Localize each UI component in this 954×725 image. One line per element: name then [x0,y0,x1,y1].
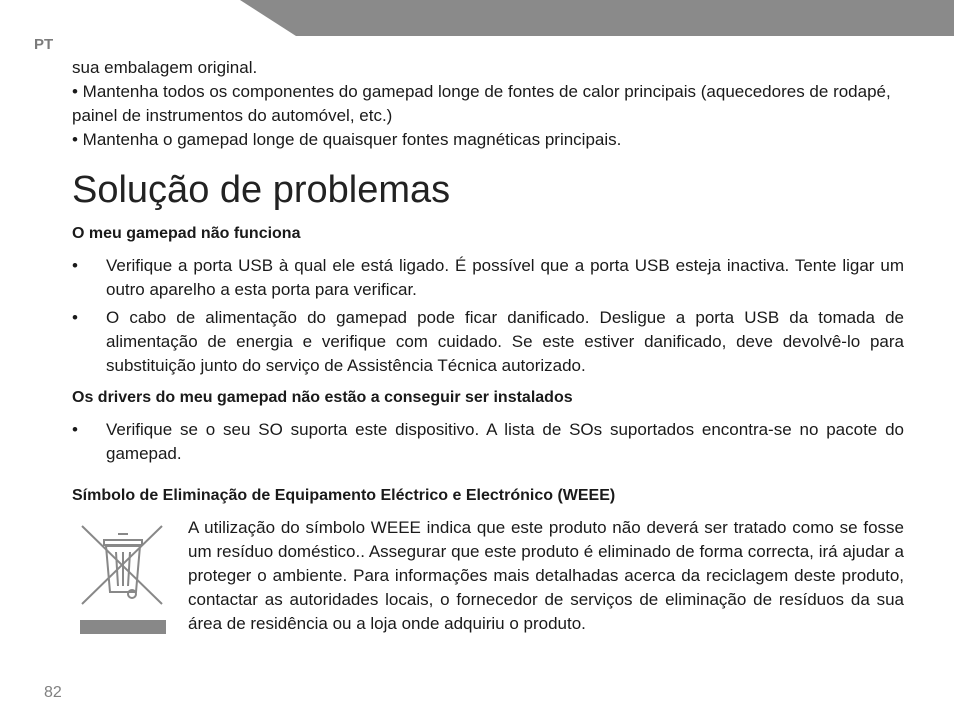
list-item [72,306,904,378]
page-number: 82 [44,684,62,701]
intro-bullet-heat: • Mantenha todos os componentes do gamepad longe de fontes de calor principais (aquecedores de rodapé, painel de instrumentos do automóvel, etc.) [72,82,891,125]
intro-line: sua embalagem original. [72,58,258,77]
crossed-out-wheelie-bin-icon [76,520,170,640]
section-title: Solução de problemas [72,169,451,211]
weee-block [72,516,904,636]
list-item [72,418,904,466]
problem1-heading: O meu gamepad não funciona [72,225,301,242]
weee-text: A utilização do símbolo WEEE indica que este produto não deverá ser tratado como se fosse um resíduo doméstico.. Assegurar que este produto é eliminado de forma correcta, irá ajudar a proteger o ambiente. Para informações mais detalhadas acerca da reciclagem deste produto, contactar as autoridades locais, o fornecedor de serviços de eliminação de resíduos da sua área de residência ou a loja onde adquiriu o produto. [188,518,904,633]
page-content [72,56,904,636]
list-item [72,254,904,302]
problem2-list [72,418,904,466]
list-item-text: Verifique a porta USB à qual ele está ligado. É possível que a porta USB esteja inactiva. Tente ligar um outro aparelho a esta porta para verificar. [106,256,904,299]
bullet-dot: • [72,256,78,275]
bullet-dot: • [72,420,78,439]
problem2-heading: Os drivers do meu gamepad não estão a conseguir ser instalados [72,389,573,406]
weee-heading: Símbolo de Eliminação de Equipamento Eléctrico e Electrónico (WEEE) [72,487,616,504]
bullet-dot: • [72,308,78,327]
list-item-text: Verifique se o seu SO suporta este dispositivo. A lista de SOs suportados encontra-se no pacote do gamepad. [106,420,904,463]
intro-bullet-magnetic: • Mantenha o gamepad longe de quaisquer fontes magnéticas principais. [72,130,622,149]
problem1-list [72,254,904,378]
list-item-text: O cabo de alimentação do gamepad pode ficar danificado. Desligue a porta USB da tomada de alimentação de energia e verifique com cuidado. Se este estiver danificado, deve devolvê-lo para substituição junto do serviço de Assistência Técnica autorizado. [106,308,904,375]
language-label: PT [34,36,54,53]
header-band [0,0,954,40]
